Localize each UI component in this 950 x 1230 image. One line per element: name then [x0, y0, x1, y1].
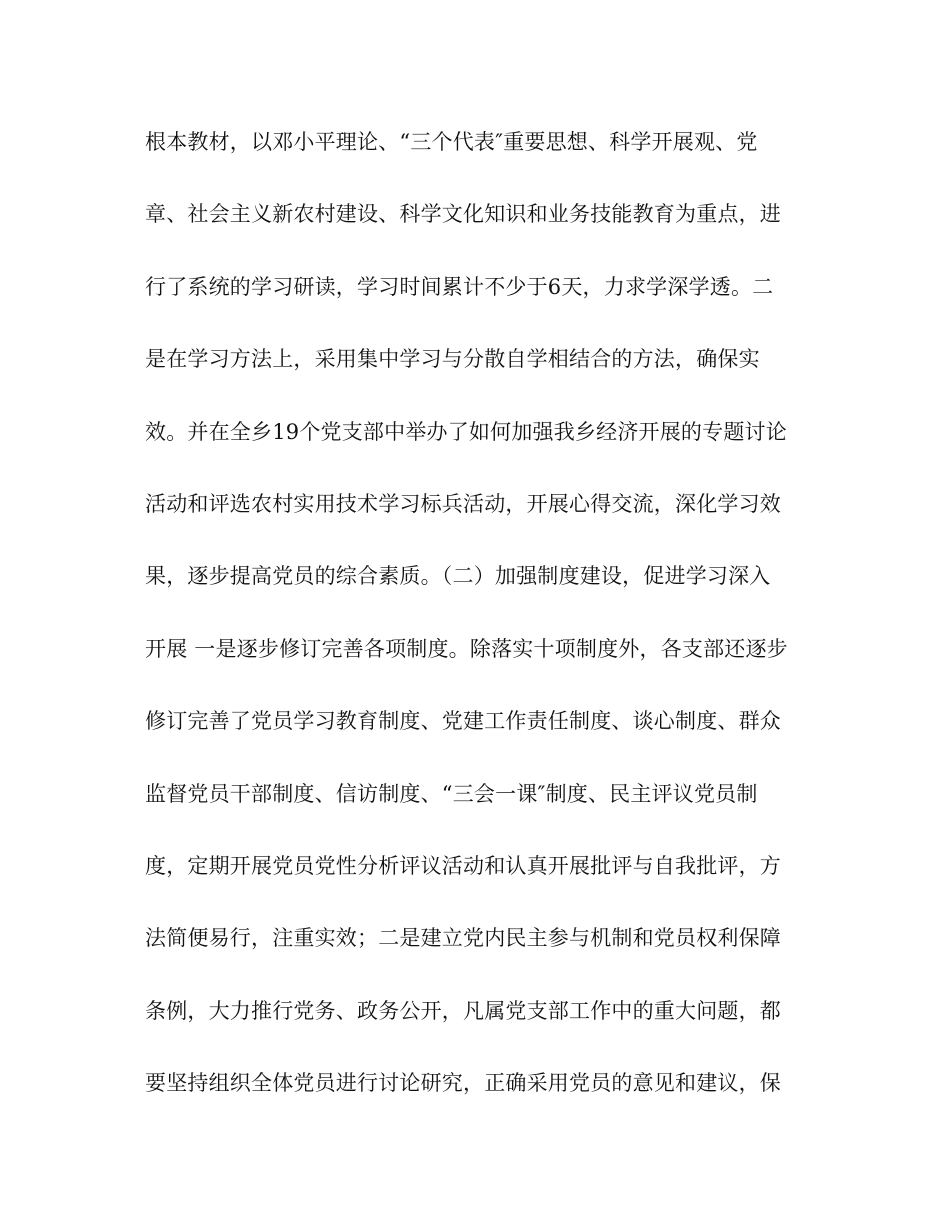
document-body	[145, 124, 825, 1137]
text-line: 行了系统的学习研读，学习时间累计不少于6天，力求学深学透。二	[145, 274, 774, 299]
text-line: 条例，大力推行党务、政务公开，凡属党支部工作中的重大问题，都	[145, 998, 781, 1023]
text-line: 章、社会主义新农村建设、科学文化知识和业务技能教育为重点，进	[145, 202, 781, 227]
text-line: 活动和评选农村实用技术学习标兵活动，开展心得交流，深化学习效	[145, 491, 781, 516]
text-line: 度，定期开展党员党性分析评议活动和认真开展批评与自我批评，方	[145, 853, 781, 878]
text-line: 法简便易行，注重实效；二是建立党内民主参与机制和党员权利保障	[145, 926, 781, 951]
text-line: 果，逐步提高党员的综合素质。（二）加强制度建设，促进学习深入	[145, 564, 771, 589]
text-line: 根本教材，以邓小平理论、“三个代表″重要思想、科学开展观、党	[145, 130, 758, 154]
text-line: 修订完善了党员学习教育制度、党建工作责任制度、谈心制度、群众	[145, 709, 781, 734]
text-line: 开展 一是逐步修订完善各项制度。除落实十项制度外，各支部还逐步	[145, 636, 788, 661]
text-line: 监督党员干部制度、信访制度、“三会一课″制度、民主评议党员制	[145, 781, 758, 806]
text-line: 是在学习方法上，采用集中学习与分散自学相结合的方法，确保实	[145, 347, 760, 372]
text-line: 要坚持组织全体党员进行讨论研究，正确采用党员的意见和建议，保	[145, 1071, 781, 1096]
text-line: 效。并在全乡19个党支部中举办了如何加强我乡经济开展的专题讨论	[145, 419, 787, 444]
